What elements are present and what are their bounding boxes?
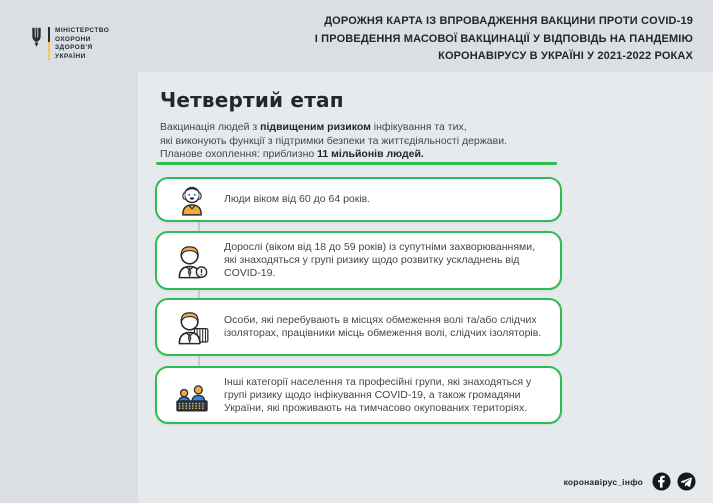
green-divider <box>156 162 557 165</box>
telegram-icon[interactable] <box>677 472 696 491</box>
intro-segment: Планове охоплення: приблизно <box>160 148 318 160</box>
logo-text <box>55 26 109 61</box>
logo-line: УКРАЇНИ <box>55 52 86 60</box>
trident-icon <box>30 26 43 53</box>
crowd-behind-wall-icon <box>170 376 214 414</box>
stage-title: Четвертий етап <box>160 88 344 112</box>
intro-segment: які виконують функції з підтримки безпеки та життєдіяльності держави. <box>160 134 507 147</box>
header-title <box>315 13 693 66</box>
group-text: Особи, які перебувають в місцях обмеження волі та/або слідчих ізоляторах, працівники місць обмеження волі, слідчих ізоляторів. <box>224 314 542 339</box>
adult-with-warning-icon <box>170 242 214 280</box>
group-text: Люди віком від 60 до 64 років. <box>224 193 371 205</box>
footer-handle: коронавірус_інфо <box>563 476 643 487</box>
intro-text <box>160 121 507 162</box>
group-card-adults-risk <box>155 231 562 290</box>
header-title-line: І ПРОВЕДЕННЯ МАСОВОЇ ВАКЦИНАЦІЇ У ВІДПОВІДЬ НА ПАНДЕМІЮ <box>314 32 693 45</box>
footer <box>564 472 696 491</box>
group-text: Дорослі (віком від 18 до 59 років) із супутніми захворюваннями, які знаходяться у групі ризику щодо розвитку ускладнень від COVID-19. <box>224 241 536 279</box>
logo-divider <box>48 27 50 60</box>
intro-bold-coverage: 11 мільйонів людей. <box>317 148 424 160</box>
logo-line: МІНІСТЕРСТВО <box>55 27 110 34</box>
group-card-other-population <box>155 366 562 424</box>
intro-segment: Вакцинація людей з <box>160 121 261 133</box>
detention-worker-icon <box>170 308 214 346</box>
intro-segment: інфікування та тих, <box>370 121 467 133</box>
logo-line: ОХОРОНИ <box>55 35 91 43</box>
logo-line: ЗДОРОВ'Я <box>55 44 93 51</box>
header-title-line: ДОРОЖНЯ КАРТА ІЗ ВПРОВАДЖЕННЯ ВАКЦИНИ ПРОТИ COVID-19 <box>324 15 693 27</box>
header-title-line: КОРОНАВІРУСУ В УКРАЇНІ У 2021-2022 РОКАХ <box>438 50 693 62</box>
elderly-man-icon <box>170 183 214 217</box>
group-card-detention <box>155 298 562 356</box>
moh-ukraine-logo <box>30 26 109 61</box>
group-text: Інші категорії населення та професійні групи, які знаходяться у групі ризику щодо інфікування COVID-19, а також громадяни України, які проживають на тимчасово окупованих територіях. <box>224 375 532 414</box>
intro-bold-risk: підвищеним ризиком <box>260 121 371 133</box>
facebook-icon[interactable] <box>652 472 671 491</box>
group-card-elderly <box>155 177 562 222</box>
